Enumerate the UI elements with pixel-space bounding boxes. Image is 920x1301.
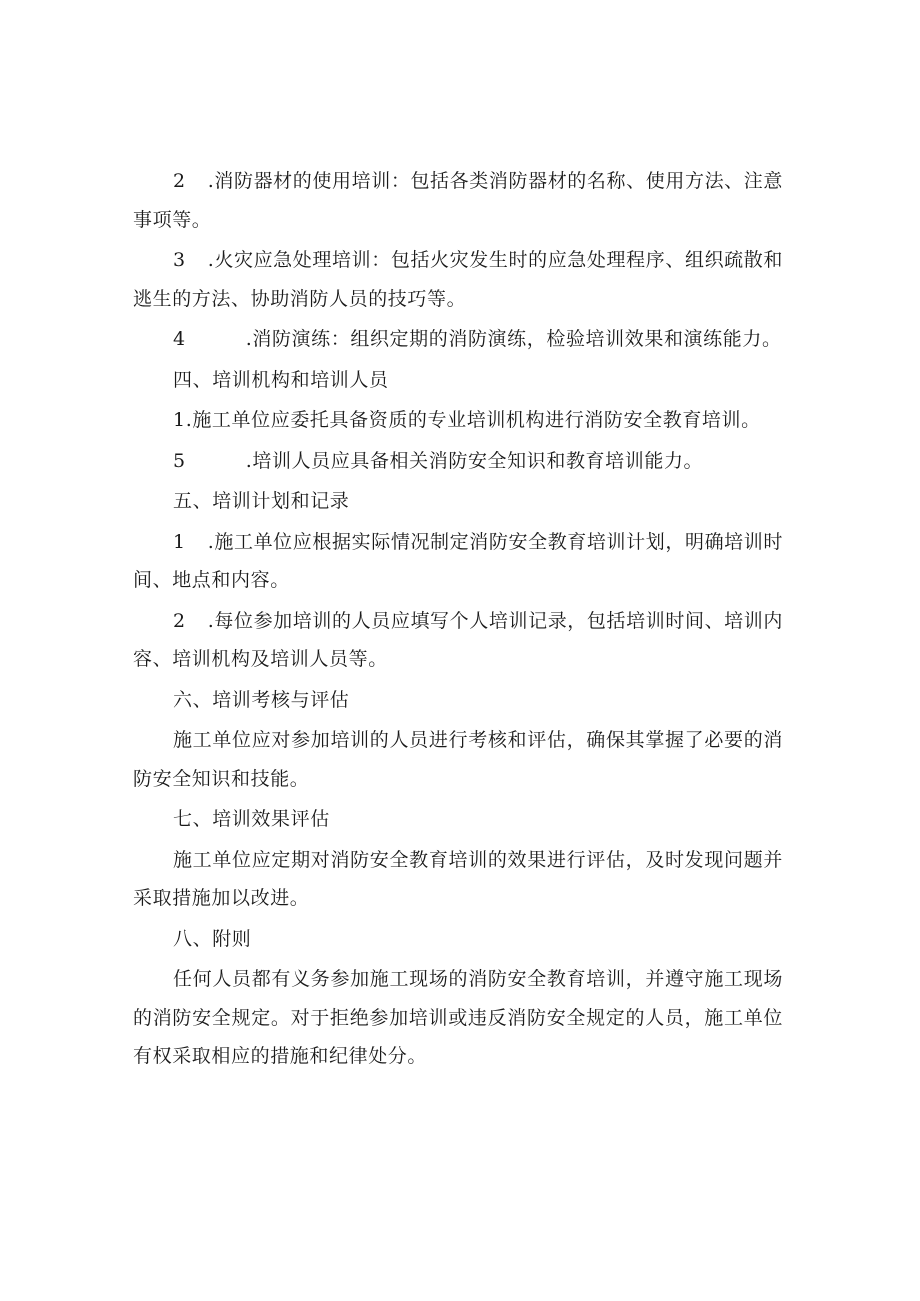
item-text: .施工单位应根据实际情况制定消防安全教育培训计划，明确培训时间、地点和内容。 <box>133 530 783 591</box>
section-heading: 五、培训计划和记录 <box>173 490 350 512</box>
list-item <box>133 523 783 602</box>
list-item <box>133 162 783 241</box>
list-item <box>133 602 783 681</box>
section-heading: 八、附则 <box>173 927 252 950</box>
item-text: .消防器材的使用培训：包括各类消防器材的名称、使用方法、注意事项等。 <box>133 170 783 231</box>
item-text: .消防演练：组织定期的消防演练，检验培训效果和演练能力。 <box>245 328 782 350</box>
paragraph: 施工单位应定期对消防安全教育培训的效果进行评估，及时发现问题并采取措施加以改进。 <box>133 848 783 909</box>
item-number: 3 <box>173 249 186 271</box>
item-number: 4 <box>173 328 186 350</box>
list-item <box>133 241 783 320</box>
paragraph: 任何人员都有义务参加施工现场的消防安全教育培训，并遵守施工现场的消防安全规定。对于拒绝参加培训或违反消防安全规定的人员，施工单位有权采取相应的措施和纪律处分。 <box>133 968 783 1067</box>
item-number: 5 <box>173 449 186 472</box>
item-text: .培训人员应具备相关消防安全知识和教育培训能力。 <box>245 449 704 472</box>
paragraph: 施工单位应对参加培训的人员进行考核和评估，确保其掌握了必要的消防安全知识和技能。 <box>133 729 783 790</box>
section-heading: 七、培训效果评估 <box>173 808 330 830</box>
paragraph: 1.施工单位应委托具备资质的专业培训机构进行消防安全教育培训。 <box>173 409 761 431</box>
item-number: 1 <box>173 530 186 553</box>
list-item <box>133 442 783 483</box>
item-text: .每位参加培训的人员应填写个人培训记录，包括培训时间、培训内容、培训机构及培训人员等。 <box>133 609 783 670</box>
item-number: 2 <box>173 609 186 632</box>
section-heading: 六、培训考核与评估 <box>173 688 350 711</box>
item-number: 2 <box>173 170 186 192</box>
list-item <box>133 320 783 361</box>
section-heading: 四、培训机构和培训人员 <box>173 368 389 391</box>
document-body <box>133 162 783 1078</box>
item-text: .火灾应急处理培训：包括火灾发生时的应急处理程序、组织疏散和逃生的方法、协助消防人员的技巧等。 <box>133 249 783 310</box>
